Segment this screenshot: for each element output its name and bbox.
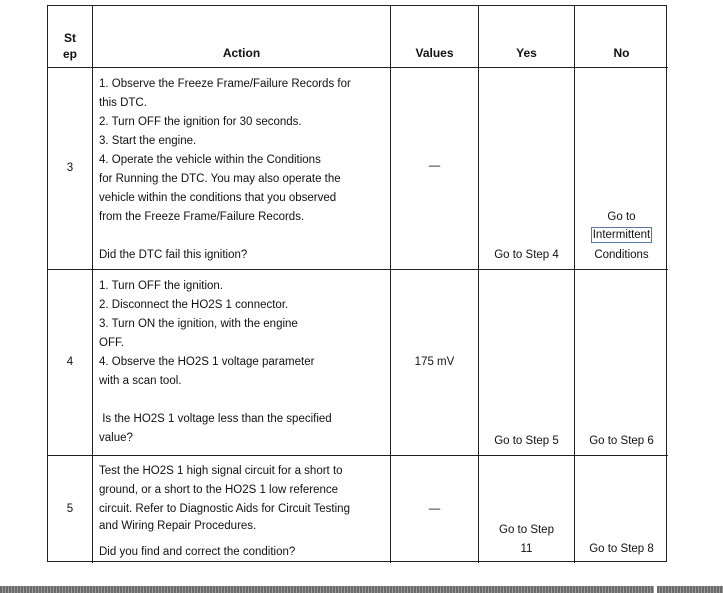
action-line: this DTC. — [99, 97, 147, 109]
action-line: 3. Turn ON the ignition, with the engine — [99, 318, 298, 330]
header-yes: Yes — [479, 6, 575, 68]
yes-link[interactable]: Go to Step 5 — [494, 435, 559, 447]
no-cell — [575, 270, 668, 456]
value-cell — [391, 68, 479, 270]
action-cell — [93, 270, 391, 456]
step-number: 3 — [48, 68, 93, 270]
no-link[interactable]: Go to Step 6 — [589, 435, 654, 447]
action-line: circuit. Refer to Diagnostic Aids for Circuit Testing — [99, 503, 350, 515]
value-cell — [391, 270, 479, 456]
value-cell — [391, 456, 479, 563]
value-dash: — — [428, 503, 441, 515]
action-line: 1. Observe the Freeze Frame/Failure Records for — [99, 78, 351, 90]
step-number: 5 — [48, 456, 93, 563]
action-line: ground, or a short to the HO2S 1 low reference — [99, 484, 339, 496]
action-line: OFF. — [99, 337, 124, 349]
action-line: from the Freeze Frame/Failure Records. — [99, 211, 305, 223]
action-line: 2. Turn OFF the ignition for 30 seconds. — [99, 116, 302, 128]
diagnostic-table — [47, 5, 667, 562]
yes-cell — [479, 68, 575, 270]
action-line: 2. Disconnect the HO2S 1 connector. — [99, 299, 289, 311]
no-text: Conditions — [594, 249, 649, 261]
header-action: Action — [93, 6, 391, 68]
yes-link[interactable]: Go to Step — [499, 524, 554, 536]
action-cell — [93, 68, 391, 270]
yes-cell — [479, 456, 575, 563]
value-text: 175 mV — [414, 356, 455, 368]
header-no: No — [575, 6, 668, 68]
value-dash: — — [428, 160, 441, 172]
action-line: 4. Operate the vehicle within the Conditions — [99, 154, 321, 166]
action-line: 3. Start the engine. — [99, 135, 197, 147]
bottom-divider — [0, 586, 723, 593]
action-question: value? — [99, 432, 133, 444]
action-question: Did the DTC fail this ignition? — [99, 249, 248, 261]
action-line: Test the HO2S 1 high signal circuit for a short to — [99, 465, 343, 477]
action-line: 1. Turn OFF the ignition. — [99, 280, 224, 292]
yes-link[interactable]: 11 — [520, 543, 533, 555]
yes-link[interactable]: Go to Step 4 — [494, 249, 559, 261]
action-cell — [93, 456, 391, 563]
header-step-line1: St — [64, 31, 76, 45]
action-line: with a scan tool. — [99, 375, 182, 387]
yes-cell — [479, 270, 575, 456]
step-number: 4 — [48, 270, 93, 456]
header-values: Values — [391, 6, 479, 68]
action-line: 4. Observe the HO2S 1 voltage parameter — [99, 356, 315, 368]
no-cell — [575, 68, 668, 270]
action-line: for Running the DTC. You may also operate the — [99, 173, 341, 185]
action-question: Is the HO2S 1 voltage less than the specified — [99, 413, 332, 425]
intermittent-link[interactable]: Intermittent — [592, 229, 651, 241]
no-cell — [575, 456, 668, 563]
bottom-divider-gap — [654, 586, 657, 593]
no-text: Go to — [607, 211, 636, 223]
action-line: and Wiring Repair Procedures. — [99, 520, 257, 532]
action-line: vehicle within the conditions that you observed — [99, 192, 337, 204]
no-link[interactable]: Go to Step 8 — [589, 543, 654, 555]
header-step — [48, 6, 93, 68]
action-question: Did you find and correct the condition? — [99, 546, 296, 558]
header-step-line2: ep — [62, 47, 77, 61]
